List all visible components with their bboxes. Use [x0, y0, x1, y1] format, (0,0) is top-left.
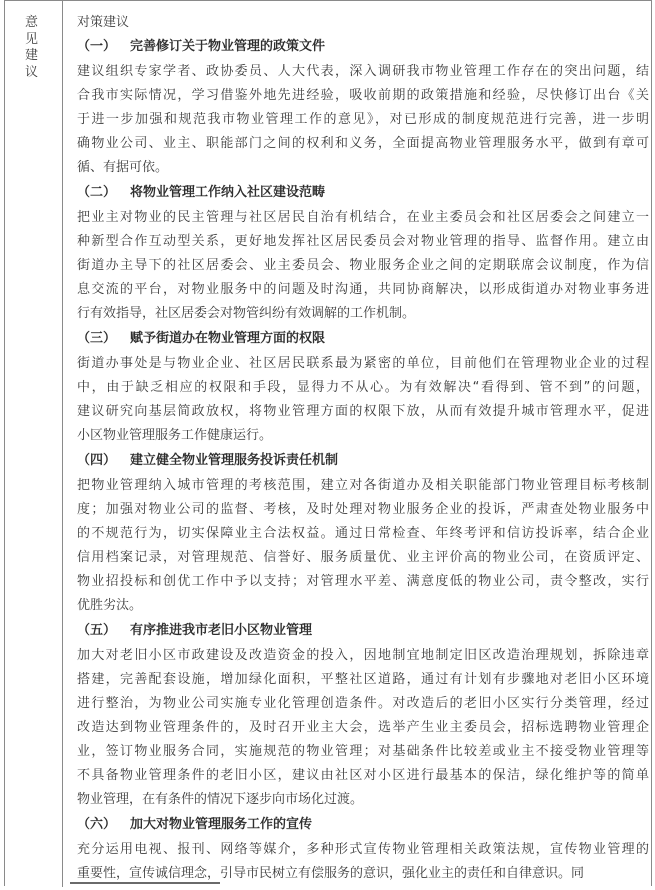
section-number: （一）: [77, 39, 117, 54]
section-heading-text: 赋予街道办在物业管理方面的权限: [130, 331, 326, 346]
paragraph-line: 中，由于缺乏相应的权限和手段，显得力不从心。为有效解决“看得到、管不到”的问题，: [77, 380, 649, 395]
paragraph-line: 把物业管理纳入城市管理的考核范围，建立对各街道办及相关职能部门物业管理目标考核制: [77, 478, 649, 493]
section-heading-text: 完善修订关于物业管理的政策文件: [130, 39, 326, 54]
paragraph-line: 于进一步加强和规范我市物业管理工作的意见》，对已形成的制度规范进行完善，进一步明: [77, 112, 649, 127]
section-paragraph: [77, 206, 649, 326]
paragraph-line: 循、有据可依。: [77, 160, 169, 175]
content-cell: [77, 14, 649, 890]
section-number: （五）: [77, 623, 117, 638]
section-number: （三）: [77, 331, 117, 346]
section-heading-text: 将物业管理工作纳入社区建设范畴: [130, 185, 326, 200]
paragraph-line: 业，签订物业服务合同，实施规范的物业管理；对基础条件比较差或业主不接受物业管理等: [77, 744, 649, 759]
section-paragraph: [77, 352, 649, 448]
section-number: （二）: [77, 185, 117, 200]
section-number: （六）: [77, 817, 117, 832]
section-heading: [77, 622, 649, 640]
paragraph-line: 进行整治，为物业公司实施专业化管理创造条件。对改造后的老旧小区实行分类管理，经过: [77, 696, 649, 711]
bottom-rule: [70, 882, 220, 884]
paragraph-line: 优胜劣汰。: [77, 598, 143, 613]
section-number: （四）: [77, 453, 117, 468]
paragraph-line: 的不规范行为，切实保障业主合法权益。通过日常检查、年终考评和信访投诉率，结合企业: [77, 526, 649, 541]
paragraph-line: 息交流的平台，对物业服务中的问题及时沟通，共同协商解决，以形成街道办对物业事务进: [77, 282, 649, 297]
paragraph-line: 把业主对物业的民主管理与社区居民自治有机结合，在业主委员会和社区居委会之间建立一: [77, 210, 649, 225]
row-label: 意见建议: [25, 15, 39, 80]
paragraph-line: 小区物业管理服务工作健康运行。: [77, 428, 273, 443]
paragraph-line: 种新型合作互动型关系，更好地发挥社区居民委员会对物业管理的指导、监督作用。建立由: [77, 234, 649, 249]
paragraph-line: 确物业公司、业主、职能部门之间的权利和义务，全面提高物业管理服务水平，做到有章可: [77, 136, 649, 151]
paragraph-line: 建议研究向基层简政放权，将物业管理方面的权限下放，从而有效提升城市管理水平，促进: [77, 404, 649, 419]
section-paragraph: [77, 838, 649, 886]
paragraph-line: 信用档案记录，对管理规范、信誉好、服务质量优、业主评价高的物业公司，在资质评定、: [77, 550, 649, 565]
section-heading: [77, 816, 649, 834]
paragraph-line: 行有效指导，社区居委会对物管纠纷有效调解的工作机制。: [77, 306, 416, 321]
section-paragraph: [77, 60, 649, 180]
sections-container: [77, 38, 649, 886]
section-heading-text: 加大对物业管理服务工作的宣传: [130, 817, 313, 832]
paragraph-line: 不具备物业管理条件的老旧小区，建议由社区对小区进行最基本的保洁，绿化维护等的简单: [77, 768, 649, 783]
section-paragraph: [77, 644, 649, 812]
paragraph-line: 重要性，宣传诚信理念，引导市民树立有偿服务的意识，强化业主的责任和自律意识。同: [77, 866, 585, 881]
section-heading-text: 建立健全物业管理服务投诉责任机制: [130, 453, 339, 468]
section-heading: [77, 330, 649, 348]
section-heading-text: 有序推进我市老旧小区物业管理: [130, 623, 313, 638]
document-table: [4, 0, 652, 886]
paragraph-line: 搭建，完善配套设施，增加绿化面积，平整社区道路，通过有计划有步骤地对老旧小区环境: [77, 672, 649, 687]
paragraph-line: 改造达到物业管理条件的，及时召开业主大会，选举产生业主委员会，招标选聘物业管理企: [77, 720, 649, 735]
paragraph-line: 加大对老旧小区市政建设及改造资金的投入，因地制宜地制定旧区改造治理规划，拆除违章: [77, 648, 649, 663]
section-heading: [77, 452, 649, 470]
paragraph-line: 物业招投标和创优工作中予以支持；对管理水平差、满意度低的物业公司，责令整改，实行: [77, 574, 649, 589]
section-paragraph: [77, 474, 649, 618]
section-title: 对策建议: [77, 15, 130, 30]
section-heading: [77, 184, 649, 202]
paragraph-line: 街道办主导下的社区居委会、业主委员会、物业服务企业之间的定期联席会议制度，作为信: [77, 258, 649, 273]
paragraph-line: 街道办事处是与物业企业、社区居民联系最为紧密的单位，目前他们在管理物业企业的过程: [77, 356, 649, 371]
paragraph-line: 物业管理，在有条件的情况下逐步向市场化过渡。: [77, 792, 364, 807]
section-heading: [77, 38, 649, 56]
paragraph-line: 充分运用电视、报刊、网络等媒介，多种形式宣传物业管理相关政策法规，宣传物业管理的: [77, 842, 649, 857]
label-column: [5, 1, 63, 887]
paragraph-line: 合我市实际情况，学习借鉴外地先进经验，吸收前期的政策措施和经验，尽快修订出台《关: [77, 88, 649, 103]
paragraph-line: 建议组织专家学者、政协委员、人大代表，深入调研我市物业管理工作存在的突出问题，结: [77, 64, 649, 79]
paragraph-line: 度；加强对物业公司的监督、考核，及时处理对物业服务企业的投诉，严肃查处物业服务中: [77, 502, 649, 517]
